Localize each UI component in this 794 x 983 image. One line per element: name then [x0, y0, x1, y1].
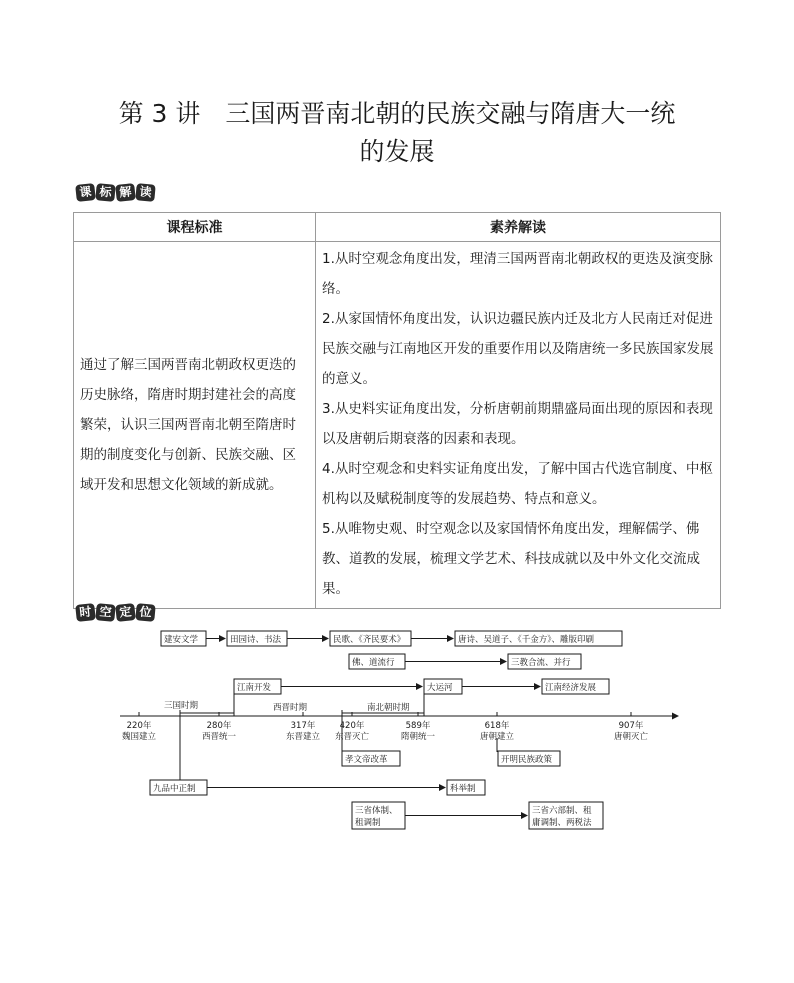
selection-label: 九品中正制: [153, 784, 196, 794]
period-label: 西晋时期: [273, 703, 308, 713]
period-label: 南北朝时期: [367, 703, 410, 713]
tick-event: 东晋灭亡: [334, 732, 370, 742]
badge-char: 读: [135, 183, 155, 202]
list-item: 1.从时空观念角度出发，理清三国两晋南北朝政权的更迭及演变脉络。: [322, 251, 713, 297]
religion-label: 佛、道流行: [352, 658, 395, 668]
tick-event: 唐朝灭亡: [613, 732, 649, 742]
column-header-standard: 课程标准: [74, 213, 316, 242]
tick-year: 420年: [339, 721, 365, 731]
tick-year: 317年: [290, 721, 316, 731]
list-item: 5.从唯物史观、时空观念以及家国情怀角度出发，理解儒学、佛教、道教的发展，梳理文学艺术、科技成就以及中外文化交流成果。: [322, 521, 700, 597]
tick-event: 唐朝建立: [479, 732, 515, 742]
culture-label: 建安文学: [164, 635, 199, 645]
culture-label: 田园诗、书法: [230, 635, 282, 645]
tick-year: 618年: [484, 721, 510, 731]
religion-label: 三教合流、并行: [511, 658, 571, 668]
curriculum-standard-text: 通过了解三国两晋南北朝政权更迭的历史脉络，隋唐时期封建社会的高度繁荣，认识三国两晋南北朝至隋唐时期的制度变化与创新、民族交融、区域开发和思想文化领域的新成就。: [74, 242, 316, 609]
region-label: 江南经济发展: [545, 683, 597, 693]
tick-year: 907年: [618, 721, 644, 731]
badge-char: 时: [75, 603, 96, 622]
institution-label: 三省体制、: [355, 806, 398, 816]
badge-char: 位: [135, 603, 155, 622]
page-title-line2: 的发展: [359, 137, 435, 166]
list-item: 3.从史料实证角度出发，分析唐朝前期鼎盛局面出现的原因和表现以及唐朝后期衰落的因素和表现。: [322, 401, 713, 447]
reform-label: 开明民族政策: [501, 755, 553, 765]
badge-char: 空: [95, 603, 115, 622]
selection-label: 科举制: [450, 784, 476, 794]
period-label: 三国时期: [164, 701, 199, 711]
list-item: 4.从时空观念和史料实证角度出发，了解中国古代选官制度、中枢机构以及赋税制度等的发展趋势、特点和意义。: [322, 461, 713, 507]
tick-event: 隋朝统一: [400, 732, 436, 742]
tick-event: 魏国建立: [121, 732, 157, 742]
institution-label: 租调制: [355, 818, 381, 828]
list-item: 2.从家国情怀角度出发，认识边疆民族内迁及北方人民南迁对促进民族交融与江南地区开发的重要作用以及隋唐统一多民族国家发展的意义。: [322, 311, 714, 387]
tick-year: 220年: [126, 721, 152, 731]
badge-char: 课: [75, 183, 96, 202]
badge-char: 标: [95, 183, 115, 202]
reform-label: 孝文帝改革: [345, 755, 388, 765]
page-title-line1: 第 3 讲 三国两晋南北朝的民族交融与隋唐大一统: [118, 99, 676, 128]
tick-event: 东晋建立: [285, 732, 321, 742]
tick-year: 280年: [206, 721, 232, 731]
tick-event: 西晋统一: [201, 732, 237, 742]
badge-char: 解: [115, 183, 136, 202]
culture-label: 唐诗、吴道子、《千金方》、雕版印刷: [458, 635, 595, 645]
region-label: 大运河: [427, 683, 453, 693]
column-header-literacy: 素养解读: [316, 213, 721, 242]
culture-label: 民歌、《齐民要术》: [333, 635, 406, 645]
region-label: 江南开发: [237, 683, 272, 693]
tick-year: 589年: [405, 721, 431, 731]
institution-label: 三省六部制、租: [532, 806, 592, 816]
badge-char: 定: [115, 603, 136, 622]
institution-label: 庸调制、两税法: [532, 818, 592, 828]
